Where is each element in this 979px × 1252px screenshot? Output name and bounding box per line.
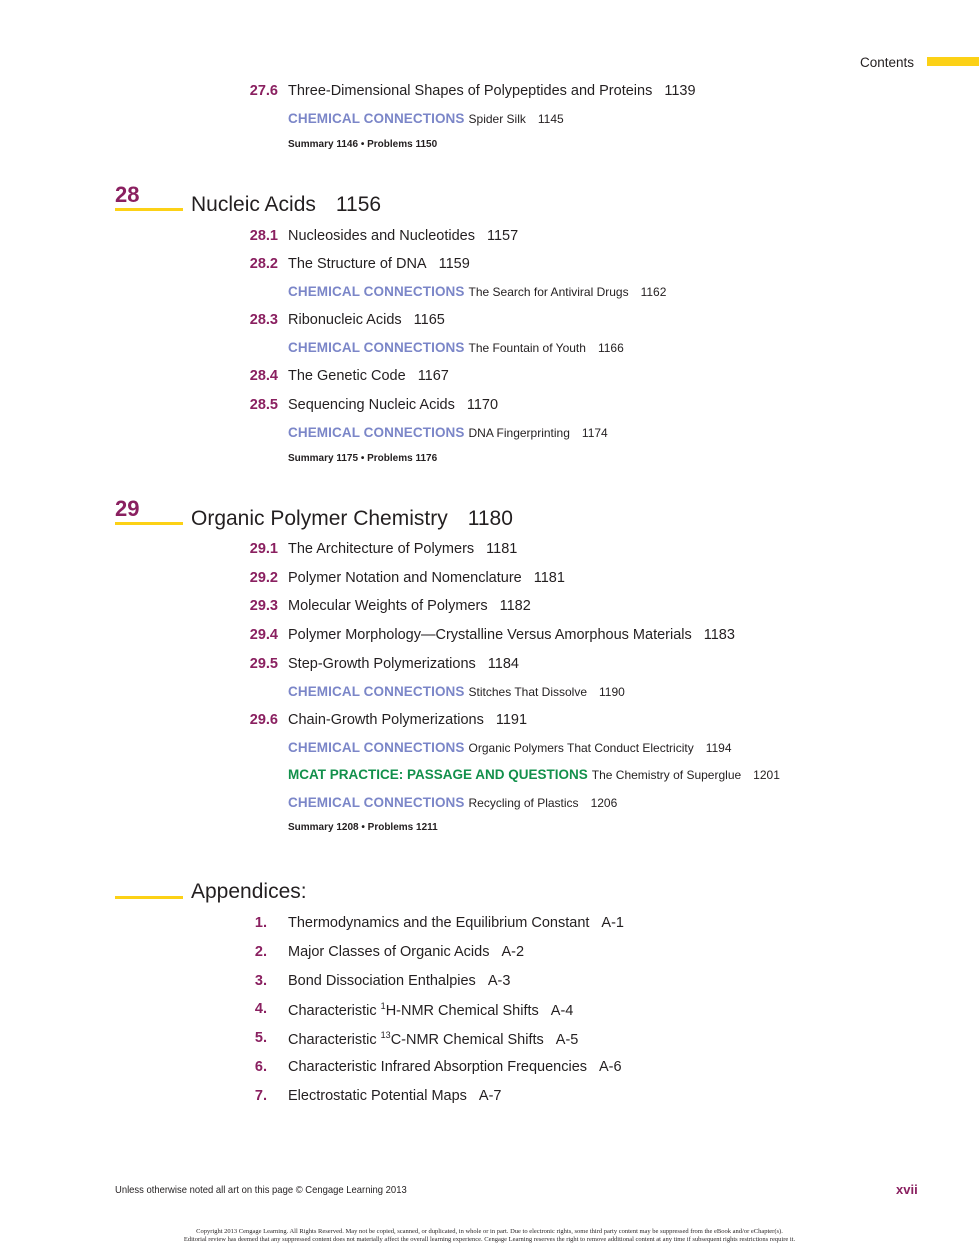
section-title: Sequencing Nucleic Acids 1170: [288, 397, 499, 413]
appendix-title: Major Classes of Organic Acids A-2: [288, 944, 525, 960]
section-title: Three-Dimensional Shapes of Polypeptides and Proteins 1139: [288, 83, 696, 99]
appendix-title: Characteristic $^{13}$C-NMR Chemical Shifts A-5: [288, 1030, 579, 1048]
chapter-title: Nucleic Acids 1156: [191, 193, 382, 216]
chapter-number: 29: [115, 496, 140, 521]
header-accent-bar: [927, 57, 979, 66]
section-title: Polymer Notation and Nomenclature 1181: [288, 570, 565, 586]
section-number: 29.2: [249, 570, 278, 586]
chapter-number: 28: [115, 182, 140, 207]
section-title: Nucleosides and Nucleotides 1157: [288, 228, 519, 244]
section-number: 29.1: [249, 541, 278, 557]
appendix-title: Thermodynamics and the Equilibrium Constant A-1: [288, 915, 624, 931]
appendix-number: 5.: [254, 1030, 267, 1046]
appendix-title: Characteristic Infrared Absorption Frequencies A-6: [288, 1059, 622, 1075]
section-number: 28.2: [249, 256, 278, 272]
section-number: 27.6: [249, 83, 278, 99]
chemical-connections-entry: CHEMICAL CONNECTIONS The Fountain of Youth 1166: [288, 340, 624, 355]
section-title: Molecular Weights of Polymers 1182: [288, 598, 531, 614]
section-number: 28.1: [249, 228, 278, 244]
appendix-title: Bond Dissociation Enthalpies A-3: [288, 973, 511, 989]
appendix-number: 2.: [254, 944, 267, 960]
page-number: xvii: [896, 1182, 918, 1197]
mcat-practice-entry: MCAT PRACTICE: PASSAGE AND QUESTIONS The Chemistry of Superglue 1201: [288, 767, 780, 782]
chapter-underline: [115, 522, 183, 525]
running-header: Contents: [860, 55, 915, 70]
summary-problems: Summary 1208 • Problems 1211: [288, 822, 438, 833]
appendices-underline: [115, 896, 183, 899]
chapter-title: Organic Polymer Chemistry 1180: [191, 507, 513, 530]
section-title: The Genetic Code 1167: [288, 368, 449, 384]
chemical-connections-entry: CHEMICAL CONNECTIONS Stitches That Dissolve 1190: [288, 684, 625, 699]
section-number: 28.3: [249, 312, 278, 328]
appendix-number: 3.: [254, 973, 267, 989]
copyright-notice: Editorial review has deemed that any suppressed content does not materially affect the overall learning experience. Cengage Learning reserves the right to remove additional content at any time if subsequent rights restrictions require it.: [183, 1236, 796, 1243]
chemical-connections-entry: CHEMICAL CONNECTIONS Spider Silk 1145: [288, 111, 564, 126]
appendix-number: 7.: [254, 1088, 267, 1104]
section-number: 29.6: [249, 712, 278, 728]
section-number: 29.3: [249, 598, 278, 614]
appendix-number: 6.: [254, 1059, 267, 1075]
chemical-connections-entry: CHEMICAL CONNECTIONS Recycling of Plastics 1206: [288, 795, 618, 810]
section-title: Chain-Growth Polymerizations 1191: [288, 712, 528, 728]
section-title: The Architecture of Polymers 1181: [288, 541, 518, 557]
section-title: Step-Growth Polymerizations 1184: [288, 656, 519, 672]
appendix-number: 1.: [254, 915, 267, 931]
appendices-title: Appendices:: [191, 880, 307, 903]
summary-problems: Summary 1175 • Problems 1176: [288, 453, 438, 464]
chemical-connections-entry: CHEMICAL CONNECTIONS DNA Fingerprinting 1174: [288, 425, 608, 440]
section-number: 28.4: [249, 368, 278, 384]
section-number: 29.5: [249, 656, 278, 672]
section-title: Ribonucleic Acids 1165: [288, 312, 445, 328]
appendix-number: 4.: [254, 1001, 267, 1017]
section-number: 28.5: [249, 397, 278, 413]
chapter-underline: [115, 208, 183, 211]
copyright-notice: Copyright 2013 Cengage Learning. All Rights Reserved. May not be copied, scanned, or duplicated, in whole or in part. Due to electronic rights, some third party content may be suppressed from the eBook and/or eChapter(s).: [196, 1228, 783, 1235]
chemical-connections-entry: CHEMICAL CONNECTIONS Organic Polymers That Conduct Electricity 1194: [288, 740, 732, 755]
section-title: Polymer Morphology—Crystalline Versus Amorphous Materials 1183: [288, 627, 735, 643]
chemical-connections-entry: CHEMICAL CONNECTIONS The Search for Antiviral Drugs 1162: [288, 284, 667, 299]
summary-problems: Summary 1146 • Problems 1150: [288, 139, 438, 150]
art-credit: Unless otherwise noted all art on this page © Cengage Learning 2013: [115, 1184, 407, 1196]
section-number: 29.4: [249, 627, 278, 643]
section-title: The Structure of DNA 1159: [288, 256, 470, 272]
appendix-title: Characteristic $^1$H-NMR Chemical Shifts A-4: [288, 1001, 574, 1019]
appendix-title: Electrostatic Potential Maps A-7: [288, 1088, 502, 1104]
